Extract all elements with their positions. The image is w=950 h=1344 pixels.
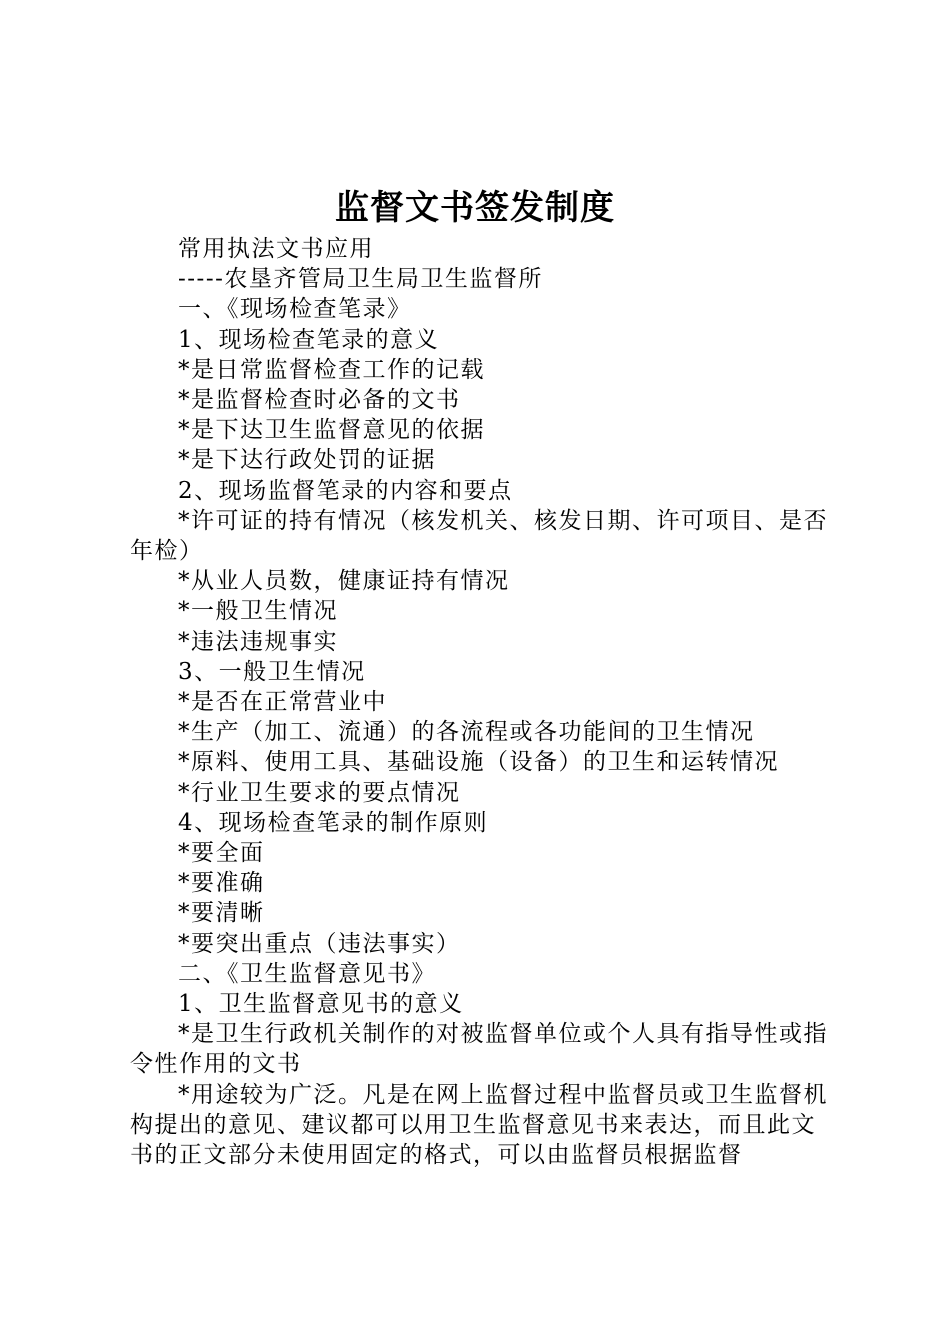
bullet-item: *原料、使用工具、基础设施（设备）的卫生和运转情况: [178, 749, 779, 776]
section-heading: 二、《卫生监督意见书》: [178, 960, 436, 987]
bullet-item: *从业人员数，健康证持有情况: [178, 568, 510, 595]
bullet-item: *是日常监督检查工作的记载: [178, 356, 485, 383]
bullet-item: *是监督检查时必备的文书: [178, 387, 461, 414]
bullet-item: *要突出重点（违法事实）: [178, 930, 461, 957]
subsection-heading: 3、一般卫生情况: [178, 658, 366, 685]
subsection-heading: 2、现场监督笔录的内容和要点: [178, 477, 513, 504]
bullet-item: *要清晰: [178, 900, 265, 927]
subsection-heading: 1、卫生监督意见书的意义: [178, 991, 464, 1018]
document-body: [130, 234, 830, 1170]
paragraph: 常用执法文书应用: [178, 236, 374, 262]
subsection-heading: 4、现场检查笔录的制作原则: [178, 809, 489, 836]
bullet-item: *是下达卫生监督意见的依据: [178, 417, 485, 444]
bullet-item: *行业卫生要求的要点情况: [178, 779, 461, 806]
bullet-item: *用途较为广泛。凡是在网上监督过程中监督员或卫生监督机构提出的意见、建议都可以用卫生监督意见书来表达，而且此文书的正文部分未使用固定的格式，可以由监督员根据监督: [130, 1081, 828, 1169]
bullet-item: *是否在正常营业中: [178, 689, 387, 716]
bullet-item: *要准确: [178, 870, 265, 897]
document-title: 监督文书签发制度: [335, 188, 615, 228]
subsection-heading: 1、现场检查笔录的意义: [178, 326, 440, 353]
bullet-item: *一般卫生情况: [178, 598, 338, 625]
bullet-item: *是卫生行政机关制作的对被监督单位或个人具有指导性或指令性作用的文书: [130, 1021, 828, 1078]
paragraph: -----农垦齐管局卫生局卫生监督所: [178, 266, 543, 293]
bullet-item: *许可证的持有情况（核发机关、核发日期、许可项目、是否年检）: [130, 507, 828, 565]
bullet-item: *生产（加工、流通）的各流程或各功能间的卫生情况: [178, 719, 755, 746]
bullet-item: *是下达行政处罚的证据: [178, 447, 436, 474]
section-heading: 一、《现场检查笔录》: [178, 296, 412, 323]
bullet-item: *违法违规事实: [178, 628, 338, 655]
bullet-item: *要全面: [178, 840, 265, 867]
